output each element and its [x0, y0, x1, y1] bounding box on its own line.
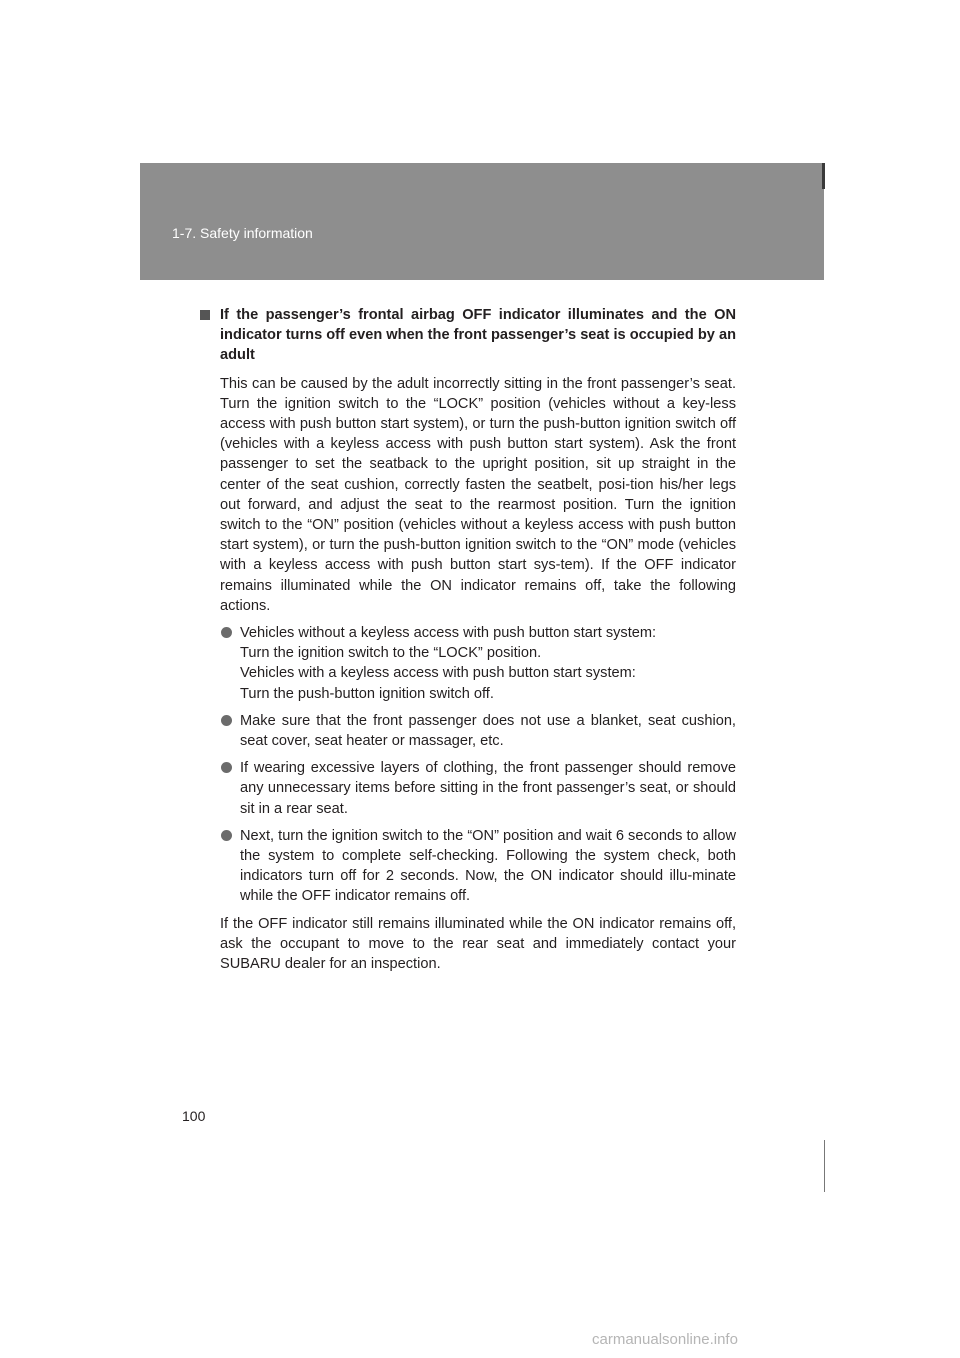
- page-number: 100: [182, 1108, 206, 1124]
- list-item: [220, 623, 736, 704]
- square-bullet-icon: [200, 310, 210, 320]
- list-item: [220, 758, 736, 819]
- section-title: 1-7. Safety information: [172, 225, 313, 241]
- intro-paragraph: This can be caused by the adult incorrectly sitting in the front passenger’s seat. Turn the ignition switch to the “LOCK” position (vehicles without a key-less access with push button start system), or turn the push-button ignition switch off (vehicles with a keyless access with push button start system). Ask the front passenger to set the seatback to the upright position, sit up straight in the center of the seat cushion, correctly fasten the seatbelt, posi-tion his/her legs out forward, and adjust the seat to the rearmost position. Turn the ignition switch to the “ON” position (vehicles without a keyless access with push button start system), or turn the push-button ignition switch to the “ON” mode (vehicles with a keyless access with push button start sys-tem). If the OFF indicator remains illuminated while the ON indicator remains off, take the following actions.: [220, 375, 736, 614]
- action-list: [200, 623, 736, 907]
- section-heading: [200, 305, 736, 366]
- header-tick-mark: [822, 163, 825, 189]
- circle-bullet-icon: [221, 715, 232, 726]
- list-item-line: Vehicles without a keyless access with push button start system:: [240, 625, 657, 642]
- list-item-line: Turn the ignition switch to the “LOCK” position.: [240, 645, 542, 662]
- circle-bullet-icon: [221, 830, 232, 841]
- list-item-line: Vehicles with a keyless access with push button start system:: [240, 665, 636, 682]
- circle-bullet-icon: [221, 762, 232, 773]
- margin-tick-mark: [824, 1140, 825, 1192]
- list-item-text: Make sure that the front passenger does not use a blanket, seat cushion, seat cover, seat heater or massager, etc.: [240, 712, 736, 750]
- list-item-line: Turn the push-button ignition switch off.: [240, 685, 494, 702]
- watermark: carmanualsonline.info: [592, 1331, 738, 1348]
- header-band: [140, 163, 824, 280]
- page-content: [200, 305, 736, 974]
- section-heading-text: If the passenger’s frontal airbag OFF indicator illuminates and the ON indicator turns off even when the front passenger’s seat is occupied by an adult: [220, 307, 736, 364]
- closing-paragraph: If the OFF indicator still remains illuminated while the ON indicator remains off, ask the occupant to move to the rear seat and immediately contact your SUBARU dealer for an inspection.: [220, 915, 736, 973]
- list-item-text: If wearing excessive layers of clothing, the front passenger should remove any unnecessary items before sitting in the front passenger’s seat, or should sit in a rear seat.: [240, 760, 736, 817]
- list-item: [220, 826, 736, 907]
- list-item: [220, 711, 736, 751]
- list-item-text: Next, turn the ignition switch to the “ON” position and wait 6 seconds to allow the system to complete self-checking. Following the system check, both indicators turn off for 2 seconds. Now, the ON indicator should illu-minate while the OFF indicator remains off.: [240, 827, 736, 905]
- circle-bullet-icon: [221, 627, 232, 638]
